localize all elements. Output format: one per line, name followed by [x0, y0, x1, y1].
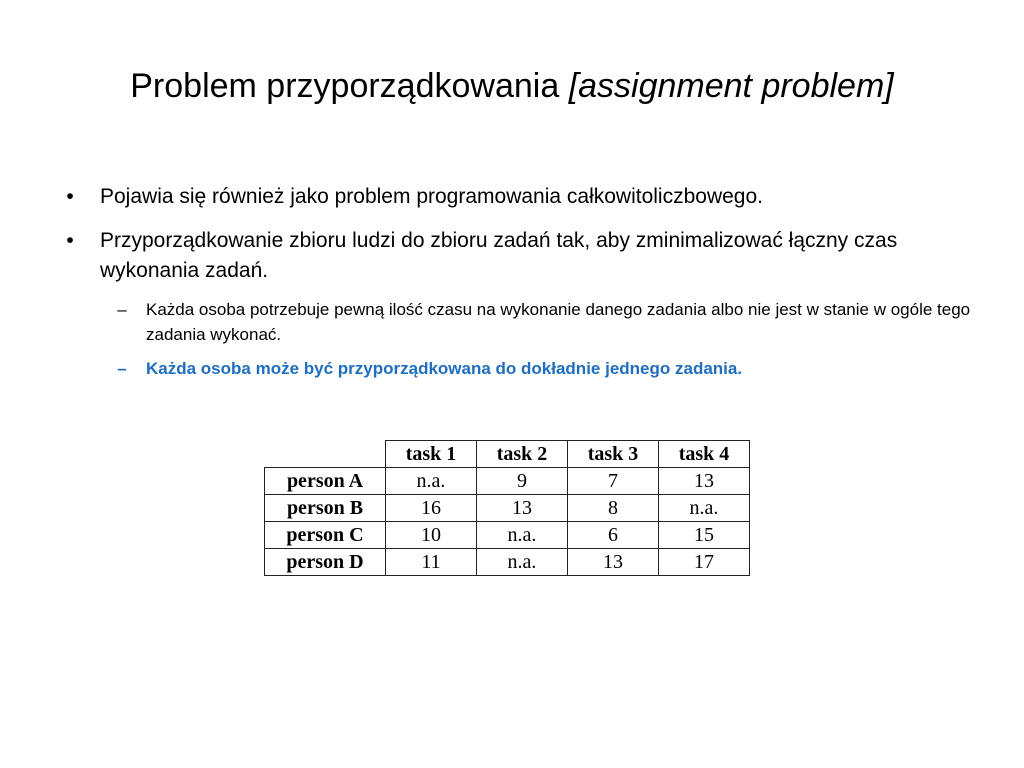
column-header: task 3: [568, 441, 659, 468]
row-header: person D: [265, 549, 386, 576]
bullet-item: [66, 182, 980, 212]
column-header: task 2: [477, 441, 568, 468]
subbullet-item-highlighted: [117, 356, 976, 381]
table-cell: 10: [386, 522, 477, 549]
row-header: person A: [265, 468, 386, 495]
table-corner: [265, 441, 386, 468]
subbullet-item: [117, 297, 976, 347]
assignment-table: [264, 440, 750, 576]
column-header: task 1: [386, 441, 477, 468]
table-cell: n.a.: [659, 495, 750, 522]
table-cell: 11: [386, 549, 477, 576]
bullet-text: Pojawia się również jako problem programowania całkowitoliczbowego.: [100, 185, 763, 208]
slide-title: [0, 62, 1024, 110]
table-cell: 17: [659, 549, 750, 576]
table-cell: 9: [477, 468, 568, 495]
row-header: person C: [265, 522, 386, 549]
slide-title-english: [assignment problem]: [568, 67, 894, 105]
table-cell: 16: [386, 495, 477, 522]
table-cell: n.a.: [386, 468, 477, 495]
table-cell: 13: [477, 495, 568, 522]
subbullet-mark: –: [117, 359, 127, 378]
subbullet-text: Każda osoba może być przyporządkowana do dokładnie jednego zadania.: [146, 359, 743, 378]
row-header: person B: [265, 495, 386, 522]
table-cell: 13: [659, 468, 750, 495]
table-row: [265, 522, 750, 549]
column-header: task 4: [659, 441, 750, 468]
bullet-mark: •: [66, 185, 74, 208]
subbullet-text: Każda osoba potrzebuje pewną ilość czasu na wykonanie danego zadania albo nie jest w stanie w ogóle tego zadania wykonać.: [146, 300, 971, 344]
table-header-row: [265, 441, 750, 468]
table-cell: 15: [659, 522, 750, 549]
table-cell: n.a.: [477, 522, 568, 549]
table-row: [265, 495, 750, 522]
table-cell: 6: [568, 522, 659, 549]
table-row: [265, 549, 750, 576]
bullet-mark: •: [66, 229, 74, 252]
subbullet-mark: –: [117, 300, 127, 319]
table-cell: n.a.: [477, 549, 568, 576]
table-cell: 13: [568, 549, 659, 576]
bullet-text: Przyporządkowanie zbioru ludzi do zbioru zadań tak, aby zminimalizować łączny czas wykonania zadań.: [100, 229, 898, 282]
table-cell: 7: [568, 468, 659, 495]
slide-title-main: Problem przyporządkowania: [130, 67, 569, 105]
bullet-item: [66, 226, 960, 286]
table-row: [265, 468, 750, 495]
table-cell: 8: [568, 495, 659, 522]
